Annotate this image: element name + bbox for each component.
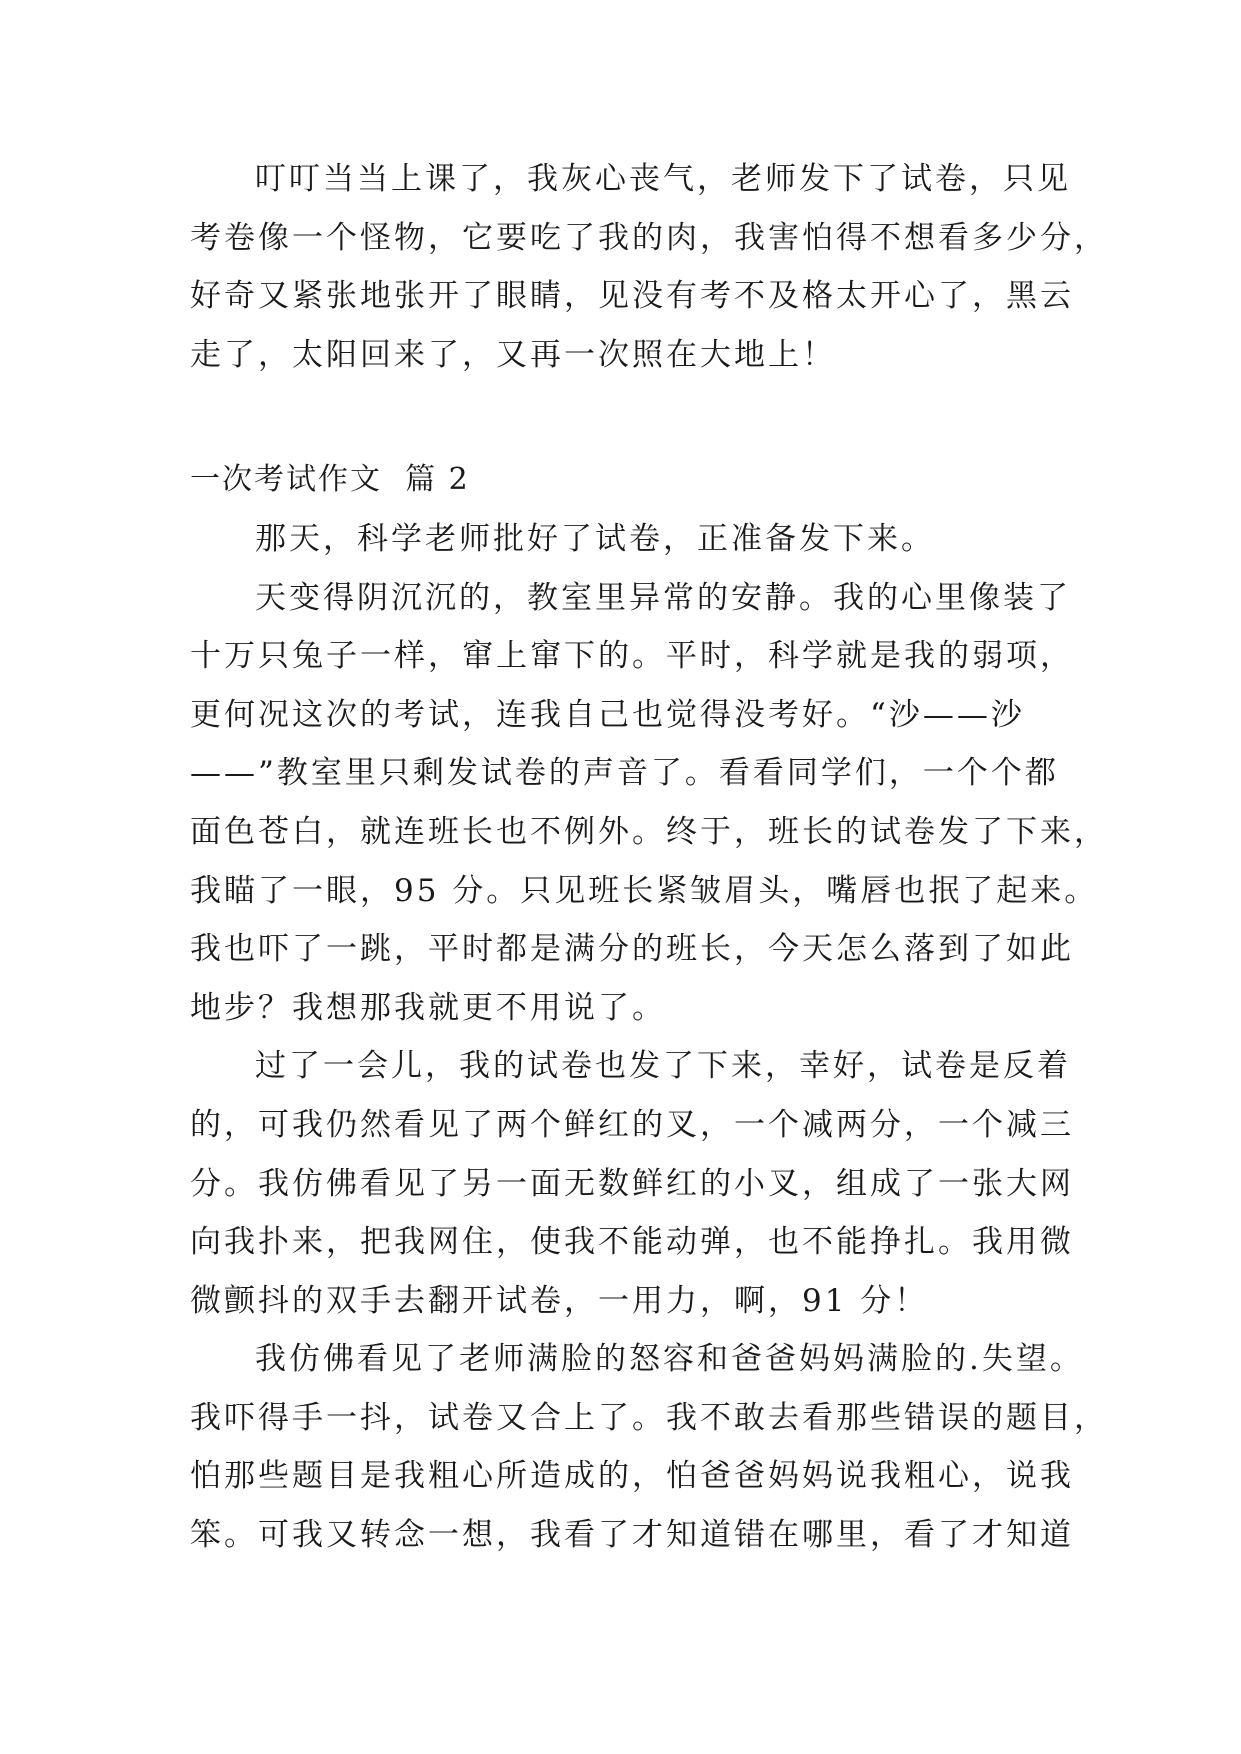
text-line: 那天，科学老师批好了试卷，正准备发下来。 <box>255 520 935 557</box>
text-line: 向我扑来，把我网住，使我不能动弹，也不能挣扎。我用微 <box>190 1224 1074 1261</box>
text-line: 微颤抖的双手去翻开试卷，一用力，啊，91 分！ <box>190 1282 929 1319</box>
text-line: 好奇又紧张地张开了眼睛，见没有考不及格太开心了，黑云 <box>190 278 1074 315</box>
text-line: ——”教室里只剩发试卷的声音了。看看同学们，一个个都 <box>190 755 1059 792</box>
text-line: 地步？我想那我就更不用说了。 <box>190 989 666 1026</box>
text-line: 考卷像一个怪物，它要吃了我的肉，我害怕得不想看多少分， <box>190 219 1108 256</box>
paragraph-1 <box>190 150 1108 384</box>
text-line: 笨。可我又转念一想，我看了才知道错在哪里，看了才知道 <box>190 1517 1074 1554</box>
text-line: 十万只兔子一样，窜上窜下的。平时，科学就是我的弱项， <box>190 638 1074 675</box>
paragraph-3 <box>190 569 1108 1038</box>
text-line: 过了一会儿，我的试卷也发了下来，幸好，试卷是反着 <box>255 1048 1071 1085</box>
text-line: 更何况这次的考试，连我自己也觉得没考好。“沙——沙 <box>190 696 1025 733</box>
text-line: 走了，太阳回来了，又再一次照在大地上！ <box>190 336 836 373</box>
text-line: 的，可我仍然看见了两个鲜红的叉，一个减两分，一个减三 <box>190 1106 1074 1143</box>
text-line: 天变得阴沉沉的，教室里异常的安静。我的心里像装了 <box>255 579 1071 616</box>
text-line: 我仿佛看见了老师满脸的怒容和爸爸妈妈满脸的.失望。 <box>255 1341 1084 1378</box>
text-line: 我瞄了一眼，95 分。只见班长紧皱眉头，嘴唇也抿了起来。 <box>190 872 1099 909</box>
paragraph-5 <box>190 1330 1108 1564</box>
text-line: 叮叮当当上课了，我灰心丧气，老师发下了试卷，只见 <box>255 161 1071 197</box>
paragraph-2 <box>190 510 1050 569</box>
text-line: 怕那些题目是我粗心所造成的，怕爸爸妈妈说我粗心，说我 <box>190 1458 1074 1495</box>
text-line: 面色苍白，就连班长也不例外。终于，班长的试卷发了下来， <box>190 813 1108 850</box>
text-line: 我也吓了一跳，平时都是满分的班长，今天怎么落到了如此 <box>190 931 1074 968</box>
section-heading: 一次考试作文 篇 2 <box>190 462 470 498</box>
text-line: 我吓得手一抖，试卷又合上了。我不敢去看那些错误的题目， <box>190 1399 1108 1436</box>
section-gap <box>190 384 1050 451</box>
text-line: 分。我仿佛看见了另一面无数鲜红的小叉，组成了一张大网 <box>190 1165 1074 1202</box>
paragraph-4 <box>190 1037 1074 1330</box>
document-page <box>190 150 1108 1565</box>
